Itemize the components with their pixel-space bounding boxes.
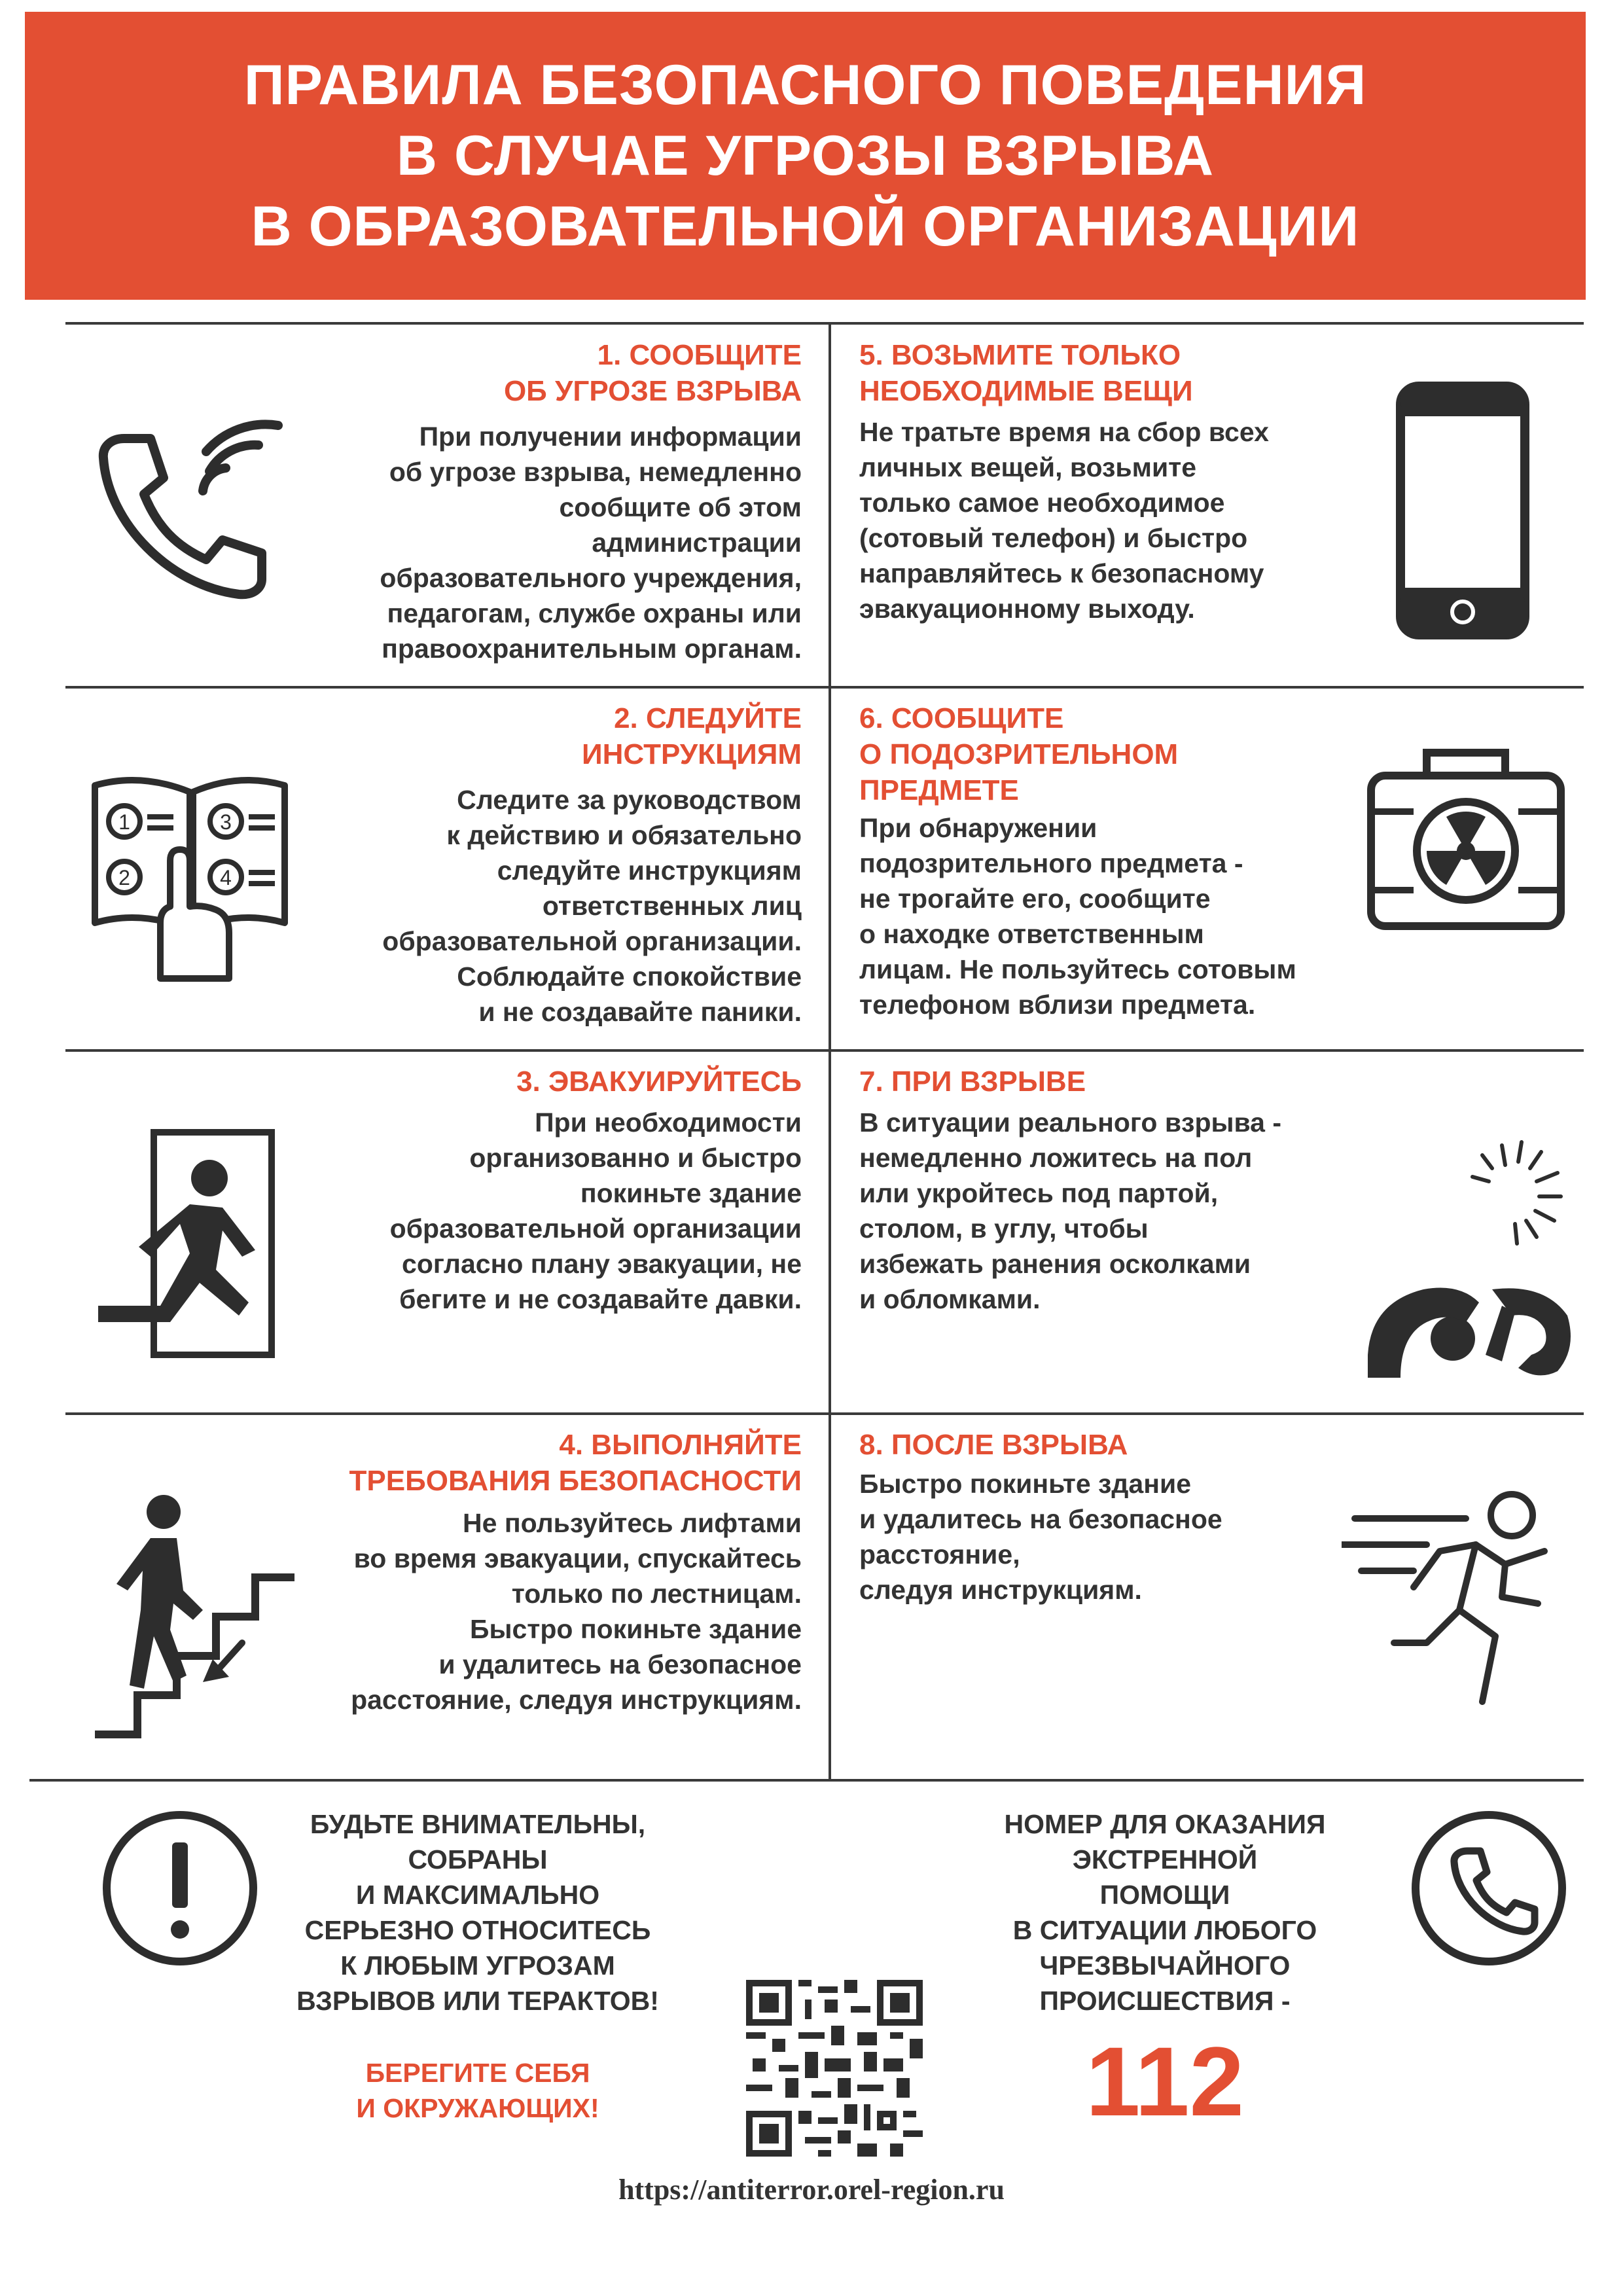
header-line-2: В СЛУЧАЕ УГРОЗЫ ВЗРЫВА [396,124,1215,187]
section-4-text: Не пользуйтесь лифтами во время эвакуации, спускайтесь только по лестницам. Быстро покиньте здание и удалитесь на безопасное расстояние, следуя инструкциям. [351,1508,802,1715]
grid-line-row3 [65,1412,1584,1415]
section-8-title: 8. ПОСЛЕ ВЗРЫВА [859,1429,1128,1461]
header-line-1: ПРАВИЛА БЕЗОПАСНОГО ПОВЕДЕНИЯ [243,54,1367,117]
section-6-text: При обнаружении подозрительного предмета - не трогайте его, сообщите о находке ответственным лицам. Не пользуйтесь сотовым телефоном вблизи предмета. [859,813,1296,1020]
svg-text:1: 1 [118,810,130,834]
warning-message: БУДЬТЕ ВНИМАТЕЛЬНЫ, СОБРАНЫ И МАКСИМАЛЬНО СЕРЬЕЗНО ОТНОСИТЕСЬ К ЛЮБЫМ УГРОЗАМ ВЗРЫВОВ ИЛИ ТЕРАКТОВ! [296,1809,659,2016]
emergency-number: 112 [1086,2026,1244,2136]
grid-line-bottom [29,1779,1584,1782]
grid-line-center [829,322,831,1779]
grid-line-row2 [65,1049,1584,1052]
section-7-text: В ситуации реального взрыва - немедленно ложитесь на пол или укройтесь под партой, столом, в углу, чтобы избежать ранения осколками и обломками. [859,1107,1282,1314]
care-message: БЕРЕГИТЕ СЕБЯ И ОКРУЖАЮЩИХ! [356,2058,599,2123]
section-3-title: 3. ЭВАКУИРУЙТЕСЬ [516,1066,802,1098]
header-banner [25,12,1586,300]
header-line-3: В ОБРАЗОВАТЕЛЬНОЙ ОРГАНИЗАЦИИ [251,195,1360,258]
stairs-icon [92,1486,301,1741]
qr-code[interactable] [746,1980,923,2157]
suspicious-case-icon [1364,740,1567,936]
smartphone-icon [1394,380,1531,641]
exit-door-icon [92,1126,294,1361]
take-cover-icon [1361,1139,1584,1381]
phone-circle-icon [1407,1806,1571,1970]
grid-line-top [65,322,1584,325]
grid-line-row1 [65,686,1584,689]
section-5-title: 5. ВОЗЬМИТЕ ТОЛЬКО НЕОБХОДИМЫЕ ВЕЩИ [859,339,1193,407]
section-3-text: При необходимости организованно и быстро покиньте здание образовательной организации согласно плану эвакуации, не бегите и не создавайте давки. [389,1107,802,1314]
section-4-title: 4. ВЫПОЛНЯЙТЕ ТРЕБОВАНИЯ БЕЗОПАСНОСТИ [349,1429,802,1497]
svg-text:2: 2 [118,866,130,889]
emergency-message: НОМЕР ДЛЯ ОКАЗАНИЯ ЭКСТРЕННОЙ ПОМОЩИ В СИТУАЦИИ ЛЮБОГО ЧРЕЗВЫЧАЙНОГО ПРОИСШЕСТВИЯ - [1004,1809,1326,2016]
svg-text:4: 4 [220,866,232,889]
section-6-title: 6. СООБЩИТЕ О ПОДОЗРИТЕЛЬНОМ ПРЕДМЕТЕ [859,702,1179,806]
section-2-title: 2. СЛЕДУЙТЕ ИНСТРУКЦИЯМ [582,702,802,770]
exclamation-icon [98,1806,262,1970]
phone-call-icon [79,412,288,609]
section-8-text: Быстро покиньте здание и удалитесь на безопасное расстояние, следуя инструкциям. [859,1469,1222,1605]
running-person-icon [1342,1479,1577,1708]
section-7-title: 7. ПРИ ВЗРЫВЕ [859,1066,1086,1098]
section-5-text: Не тратьте время на сбор всех личных вещей, возьмите только самое необходимое (сотовый телефон) и быстро направляйтесь к безопасному эвакуационному выходу. [859,417,1269,624]
instruction-book-icon [88,766,298,982]
section-2-text: Следите за руководством к действию и обязательно следуйте инструкциям ответственных лиц образовательной организации. Соблюдайте спокойствие и не создавайте паники. [382,785,802,1027]
svg-text:3: 3 [220,810,232,834]
section-1-title: 1. СООБЩИТЕ ОБ УГРОЗЕ ВЗРЫВА [503,339,802,407]
section-1-text: При получении информации об угрозе взрыва, немедленно сообщите об этом администрации образовательного учреждения, педагогам, службе охраны или правоохранительным органам. [380,422,802,664]
website-url[interactable]: https://antiterror.orel-region.ru [618,2174,1005,2206]
